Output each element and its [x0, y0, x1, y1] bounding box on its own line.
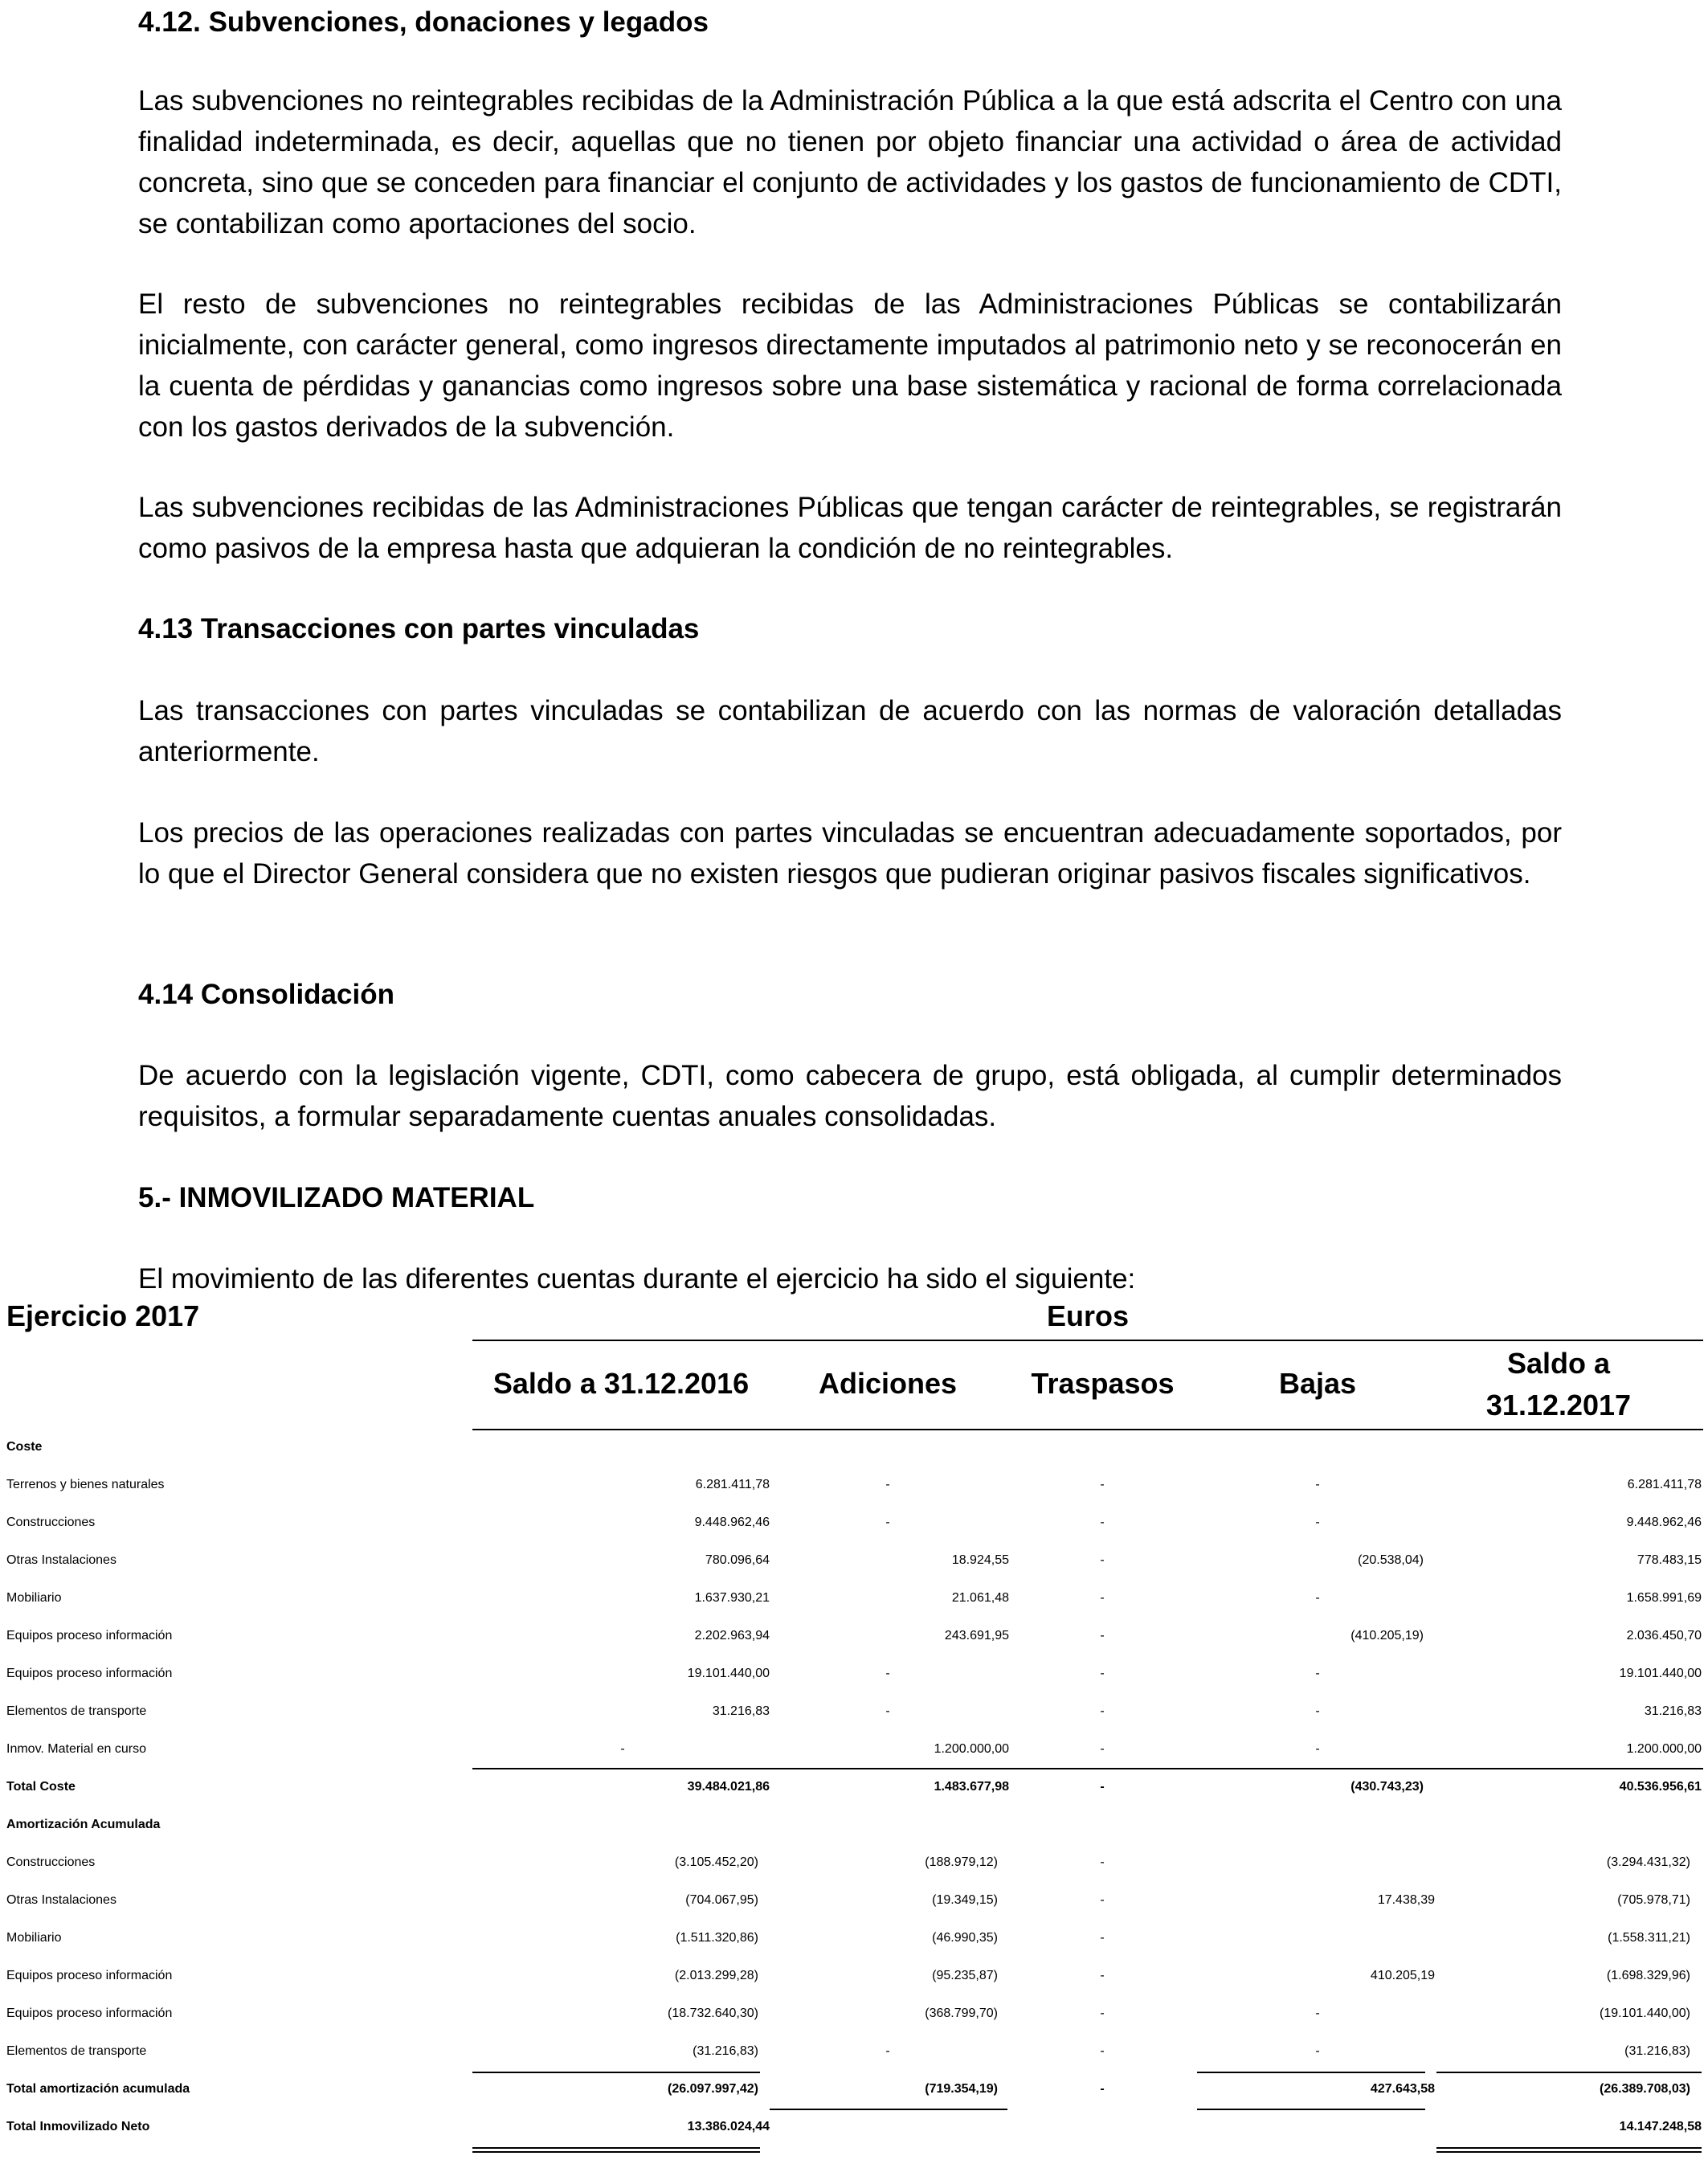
table-row: [0, 1428, 1708, 1466]
row-label: Total Coste: [6, 1780, 76, 1794]
row-label: Inmov. Material en curso: [6, 1742, 146, 1756]
row-label: Equipos proceso información: [6, 1629, 173, 1642]
table-row: [0, 1881, 1708, 1919]
row-value-col4: (430.743,23): [1350, 1780, 1424, 1794]
row-value-col4: -: [1315, 1591, 1320, 1605]
row-value-col4: -: [1315, 1667, 1320, 1680]
amort-rule-col5: [1436, 2072, 1702, 2073]
row-label: Mobiliario: [6, 1931, 62, 1945]
row-value-col5: (1.558.311,21): [1608, 1931, 1690, 1945]
row-label: Mobiliario: [6, 1591, 62, 1605]
row-value-col4: -: [1315, 2044, 1320, 2058]
row-label: Amortización Acumulada: [6, 1818, 161, 1831]
row-value-col3: -: [1100, 1742, 1105, 1756]
net-total-double-rule-d: [1436, 2151, 1702, 2153]
paragraph-4-12-c: Las subvenciones recibidas de las Administraciones Públicas que tengan carácter de reintegrables, se registrarán como pasivos de la empresa hasta que adquieran la condición de no reintegrables.: [138, 492, 1562, 564]
table-row: [0, 2108, 1708, 2146]
row-value-col2: (368.799,70): [925, 2007, 998, 2020]
table-row: [0, 1730, 1708, 1768]
row-value-col3: -: [1100, 2082, 1105, 2096]
row-value-col1: 2.202.963,94: [694, 1629, 770, 1642]
row-label: Total Inmovilizado Neto: [6, 2120, 150, 2133]
row-value-col1: 19.101.440,00: [687, 1667, 770, 1680]
row-value-col3: -: [1100, 2044, 1105, 2058]
row-label: Construcciones: [6, 1516, 96, 1529]
row-value-col1: 13.386.024,44: [687, 2120, 770, 2133]
row-value-col5: 2.036.450,70: [1626, 1629, 1702, 1642]
row-label: Total amortización acumulada: [6, 2082, 190, 2096]
row-value-col2: (719.354,19): [925, 2082, 998, 2096]
row-value-col3: -: [1100, 1553, 1105, 1567]
row-value-col2: -: [885, 2044, 890, 2058]
table-row: [0, 1466, 1708, 1503]
table-row: [0, 1843, 1708, 1881]
table-row: [0, 1919, 1708, 1957]
row-value-col2: 243.691,95: [944, 1629, 1009, 1642]
row-value-col3: -: [1100, 1855, 1105, 1869]
row-value-col3: -: [1100, 1780, 1105, 1794]
row-value-col2: -: [885, 1704, 890, 1718]
row-value-col3: -: [1100, 1667, 1105, 1680]
row-value-col3: -: [1100, 1516, 1105, 1529]
row-value-col3: -: [1100, 1629, 1105, 1642]
row-value-col4: -: [1315, 1516, 1320, 1529]
row-value-col3: -: [1100, 1478, 1105, 1491]
row-value-col4: 17.438,39: [1377, 1893, 1435, 1907]
row-value-col5: 40.536.956,61: [1619, 1780, 1702, 1794]
row-value-col5: (26.389.708,03): [1600, 2082, 1690, 2096]
table-exercise-label: Ejercicio 2017: [6, 1299, 200, 1332]
section-heading-4-14: 4.14 Consolidación: [138, 979, 394, 1010]
row-value-col1: (1.511.320,86): [676, 1931, 758, 1945]
table-currency-label: Euros: [1046, 1299, 1130, 1332]
row-value-col4: -: [1315, 1478, 1320, 1491]
row-value-col1: -: [620, 1742, 625, 1756]
net-total-double-rule-b: [472, 2151, 760, 2153]
row-value-col5: (3.294.431,32): [1606, 1855, 1690, 1869]
row-label: Otras Instalaciones: [6, 1553, 116, 1567]
col-header-disposals: Bajas: [1278, 1367, 1357, 1400]
paragraph-5-a: El movimiento de las diferentes cuentas durante el ejercicio ha sido el siguiente:: [138, 1263, 1136, 1295]
row-value-col4: (410.205,19): [1350, 1629, 1424, 1642]
row-value-col3: -: [1100, 1704, 1105, 1718]
row-value-col1: (2.013.299,28): [674, 1969, 758, 1982]
row-label: Coste: [6, 1440, 43, 1454]
row-value-col4: 410.205,19: [1370, 1969, 1435, 1982]
table-row: [0, 1994, 1708, 2032]
row-value-col5: (705.978,71): [1617, 1893, 1690, 1907]
row-value-col5: 1.658.991,69: [1626, 1591, 1702, 1605]
row-label: Terrenos y bienes naturales: [6, 1478, 165, 1491]
row-value-col2: -: [885, 1667, 890, 1680]
row-value-col5: 9.448.962,46: [1626, 1516, 1702, 1529]
net-total-double-rule-a: [472, 2147, 760, 2149]
row-value-col1: (26.097.997,42): [668, 2082, 758, 2096]
amort-total-underline-col2: [770, 2109, 1007, 2110]
row-value-col5: 14.147.248,58: [1619, 2120, 1702, 2133]
row-value-col2: (95.235,87): [932, 1969, 998, 1982]
row-value-col1: 1.637.930,21: [694, 1591, 770, 1605]
row-value-col5: (31.216,83): [1624, 2044, 1690, 2058]
row-value-col4: -: [1315, 1704, 1320, 1718]
table-row: [0, 1957, 1708, 1994]
paragraph-4-12-b: El resto de subvenciones no reintegrables recibidas de las Administraciones Públicas se contabilizarán inicialmente, con carácter general, como ingresos directamente imputados al patrimonio neto y se reconocerán en la cuenta de pérdidas y ganancias como ingresos sobre una base sistemática y racional de forma correlacionada con los gastos derivados de la subvención.: [138, 288, 1562, 443]
row-value-col5: 31.216,83: [1644, 1704, 1702, 1718]
row-value-col2: 1.483.677,98: [934, 1780, 1009, 1794]
row-value-col2: (19.349,15): [932, 1893, 998, 1907]
row-label: Equipos proceso información: [6, 1969, 173, 1982]
row-value-col3: -: [1100, 1893, 1105, 1907]
table-row: [0, 2070, 1708, 2108]
row-value-col2: -: [885, 1478, 890, 1491]
row-value-col2: 18.924,55: [951, 1553, 1009, 1567]
row-value-col4: -: [1315, 1742, 1320, 1756]
row-value-col2: (188.979,12): [925, 1855, 998, 1869]
row-value-col5: 1.200.000,00: [1626, 1742, 1702, 1756]
amort-rule-col4: [1197, 2072, 1425, 2073]
amort-total-underline-col4: [1197, 2109, 1425, 2110]
table-row: [0, 1617, 1708, 1655]
row-value-col4: (20.538,04): [1358, 1553, 1424, 1567]
table-row: [0, 1579, 1708, 1617]
table-row: [0, 1768, 1708, 1806]
row-value-col3: -: [1100, 1931, 1105, 1945]
table-row: [0, 1806, 1708, 1843]
row-value-col2: -: [885, 1516, 890, 1529]
total-cost-rule: [472, 1768, 1703, 1769]
row-value-col1: 9.448.962,46: [694, 1516, 770, 1529]
row-value-col5: (1.698.329,96): [1606, 1969, 1690, 1982]
row-value-col5: 19.101.440,00: [1619, 1667, 1702, 1680]
row-label: Construcciones: [6, 1855, 96, 1869]
row-label: Elementos de transporte: [6, 2044, 147, 2058]
row-value-col4: -: [1315, 2007, 1320, 2020]
row-value-col3: -: [1100, 1591, 1105, 1605]
row-value-col1: (3.105.452,20): [674, 1855, 758, 1869]
col-header-closing-balance-line1: Saldo a: [1506, 1347, 1611, 1380]
section-heading-4-12: 4.12. Subvenciones, donaciones y legados: [138, 6, 709, 38]
paragraph-4-14-a: De acuerdo con la legislación vigente, CDTI, como cabecera de grupo, está obligada, al cumplir determinados requisitos, a formular separadamente cuentas anuales consolidadas.: [138, 1060, 1562, 1132]
paragraph-4-13-a: Las transacciones con partes vinculadas se contabilizan de acuerdo con las normas de valoración detalladas anteriormente.: [138, 695, 1562, 767]
row-value-col2: (46.990,35): [932, 1931, 998, 1945]
row-value-col1: (18.732.640,30): [668, 2007, 758, 2020]
row-label: Elementos de transporte: [6, 1704, 147, 1718]
row-value-col2: 1.200.000,00: [934, 1742, 1009, 1756]
table-row: [0, 2032, 1708, 2070]
row-label: Equipos proceso información: [6, 1667, 173, 1680]
section-heading-5: 5.- INMOVILIZADO MATERIAL: [138, 1182, 535, 1213]
table-row: [0, 1692, 1708, 1730]
row-value-col1: 6.281.411,78: [695, 1478, 770, 1491]
row-label: Otras Instalaciones: [6, 1893, 116, 1907]
row-value-col3: -: [1100, 2007, 1105, 2020]
table-row: [0, 1655, 1708, 1692]
row-value-col4: 427.643,58: [1370, 2082, 1435, 2096]
col-header-transfers: Traspasos: [1031, 1367, 1175, 1400]
amort-rule-col1: [472, 2072, 760, 2073]
paragraph-4-13-b: Los precios de las operaciones realizadas con partes vinculadas se encuentran adecuadamente soportados, por lo que el Director General considera que no existen riesgos que pudieran originar pasivos fiscales significativos.: [138, 817, 1562, 890]
row-value-col1: (31.216,83): [693, 2044, 758, 2058]
col-header-closing-balance-line2: 31.12.2017: [1485, 1389, 1632, 1422]
net-total-double-rule-c: [1436, 2147, 1702, 2149]
row-value-col2: 21.061,48: [951, 1591, 1009, 1605]
table-row: [0, 1541, 1708, 1579]
row-value-col1: 39.484.021,86: [687, 1780, 770, 1794]
table-body: [0, 1428, 1708, 2146]
row-value-col1: (704.067,95): [685, 1893, 758, 1907]
row-label: Equipos proceso información: [6, 2007, 173, 2020]
table-row: [0, 1503, 1708, 1541]
row-value-col5: 778.483,15: [1636, 1553, 1702, 1567]
paragraph-4-12-a: Las subvenciones no reintegrables recibidas de la Administración Pública a la que está adscrita el Centro con una finalidad indeterminada, es decir, aquellas que no tienen por objeto financiar una actividad o área de actividad concreta, sino que se conceden para financiar el conjunto de actividades y los gastos de funcionamiento de CDTI, se contabilizan como aportaciones del socio.: [138, 85, 1562, 239]
row-value-col5: (19.101.440,00): [1600, 2007, 1690, 2020]
section-heading-4-13: 4.13 Transacciones con partes vinculadas: [138, 613, 700, 644]
row-value-col3: -: [1100, 1969, 1105, 1982]
row-value-col1: 31.216,83: [712, 1704, 770, 1718]
row-value-col5: 6.281.411,78: [1627, 1478, 1702, 1491]
row-value-col1: 780.096,64: [705, 1553, 770, 1567]
col-header-opening-balance: Saldo a 31.12.2016: [492, 1367, 750, 1400]
table-header-rule: [472, 1340, 1703, 1341]
col-header-additions: Adiciones: [818, 1367, 958, 1400]
